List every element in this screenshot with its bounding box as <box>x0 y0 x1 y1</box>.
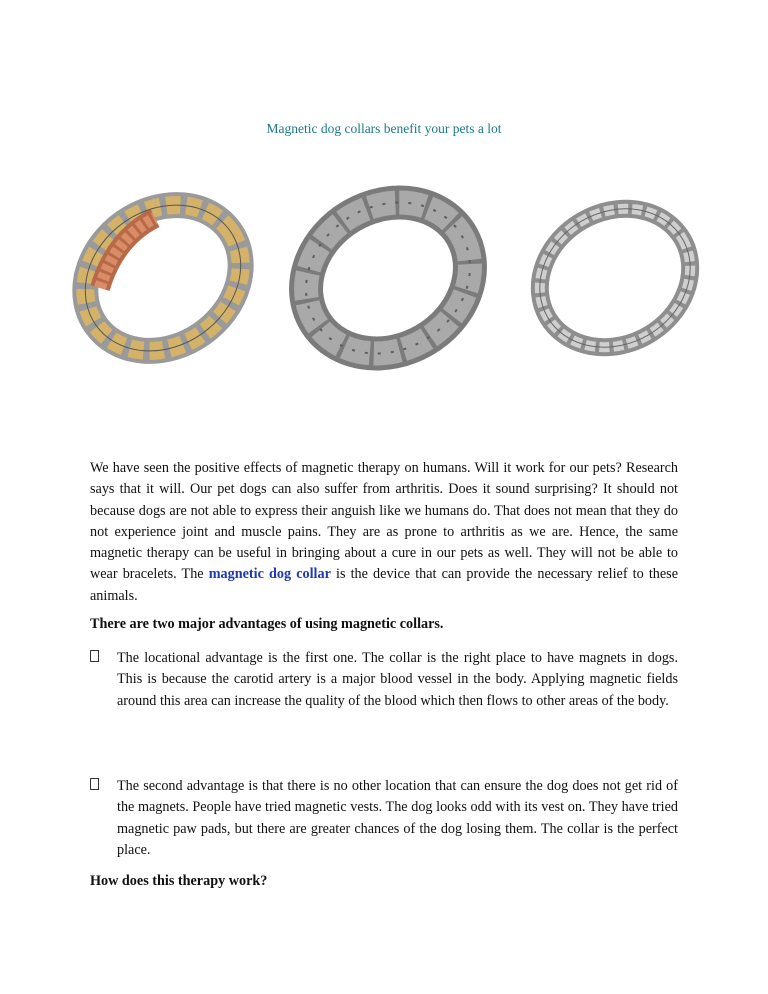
bullet-item-1 <box>90 648 678 712</box>
intro-text-start: We have seen the positive effects of magnetic therapy on humans. Will it work for our pets? Research says that it will. Our pet dogs can also suffer from arthritis. Does it sound surprising? It should not because dogs are not able to express their anguish like we humans do. That does not mean that they do not experience joint and muscle pains. They are as prone to arthritis as we are. Hence, the same magnetic therapy can be useful in bringing about a cure in our pets as well. They will not be able to wear bracelets. The <box>90 460 678 583</box>
bullet-2-text: The second advantage is that there is no other location that can ensure the dog does not get rid of the magnets. People have tried magnetic vests. The dog looks odd with its vest on. They have tried magnetic paw pads, but there are greater chances of the dog losing them. The collar is the perfect place. <box>117 778 678 858</box>
how-it-works-heading: How does this therapy work? <box>90 873 268 889</box>
advantages-heading: There are two major advantages of using magnetic collars. <box>90 616 444 632</box>
bullet-box-icon <box>90 778 99 790</box>
intro-paragraph <box>90 458 678 607</box>
intro-text-end: is the device that can provide the necessary relief to these animals. <box>90 566 678 604</box>
bullet-1-text: The locational advantage is the first one. The collar is the right place to have magnets in dogs. This is because the carotid artery is a major blood vessel in the body. Applying magnetic fields around this area can increase the quality of the blood which then flows to other areas of the body. <box>117 650 678 709</box>
bullet-item-2 <box>90 776 678 861</box>
bracelet-3-image <box>520 178 710 378</box>
magnetic-dog-collar-link[interactable]: magnetic dog collar <box>208 566 331 583</box>
bullet-box-icon <box>90 650 99 662</box>
bracelet-1-image <box>60 178 265 378</box>
document-title: Magnetic dog collars benefit your pets a lot <box>266 121 502 136</box>
bracelet-2-image <box>288 178 488 378</box>
bracelet-images <box>60 178 710 378</box>
